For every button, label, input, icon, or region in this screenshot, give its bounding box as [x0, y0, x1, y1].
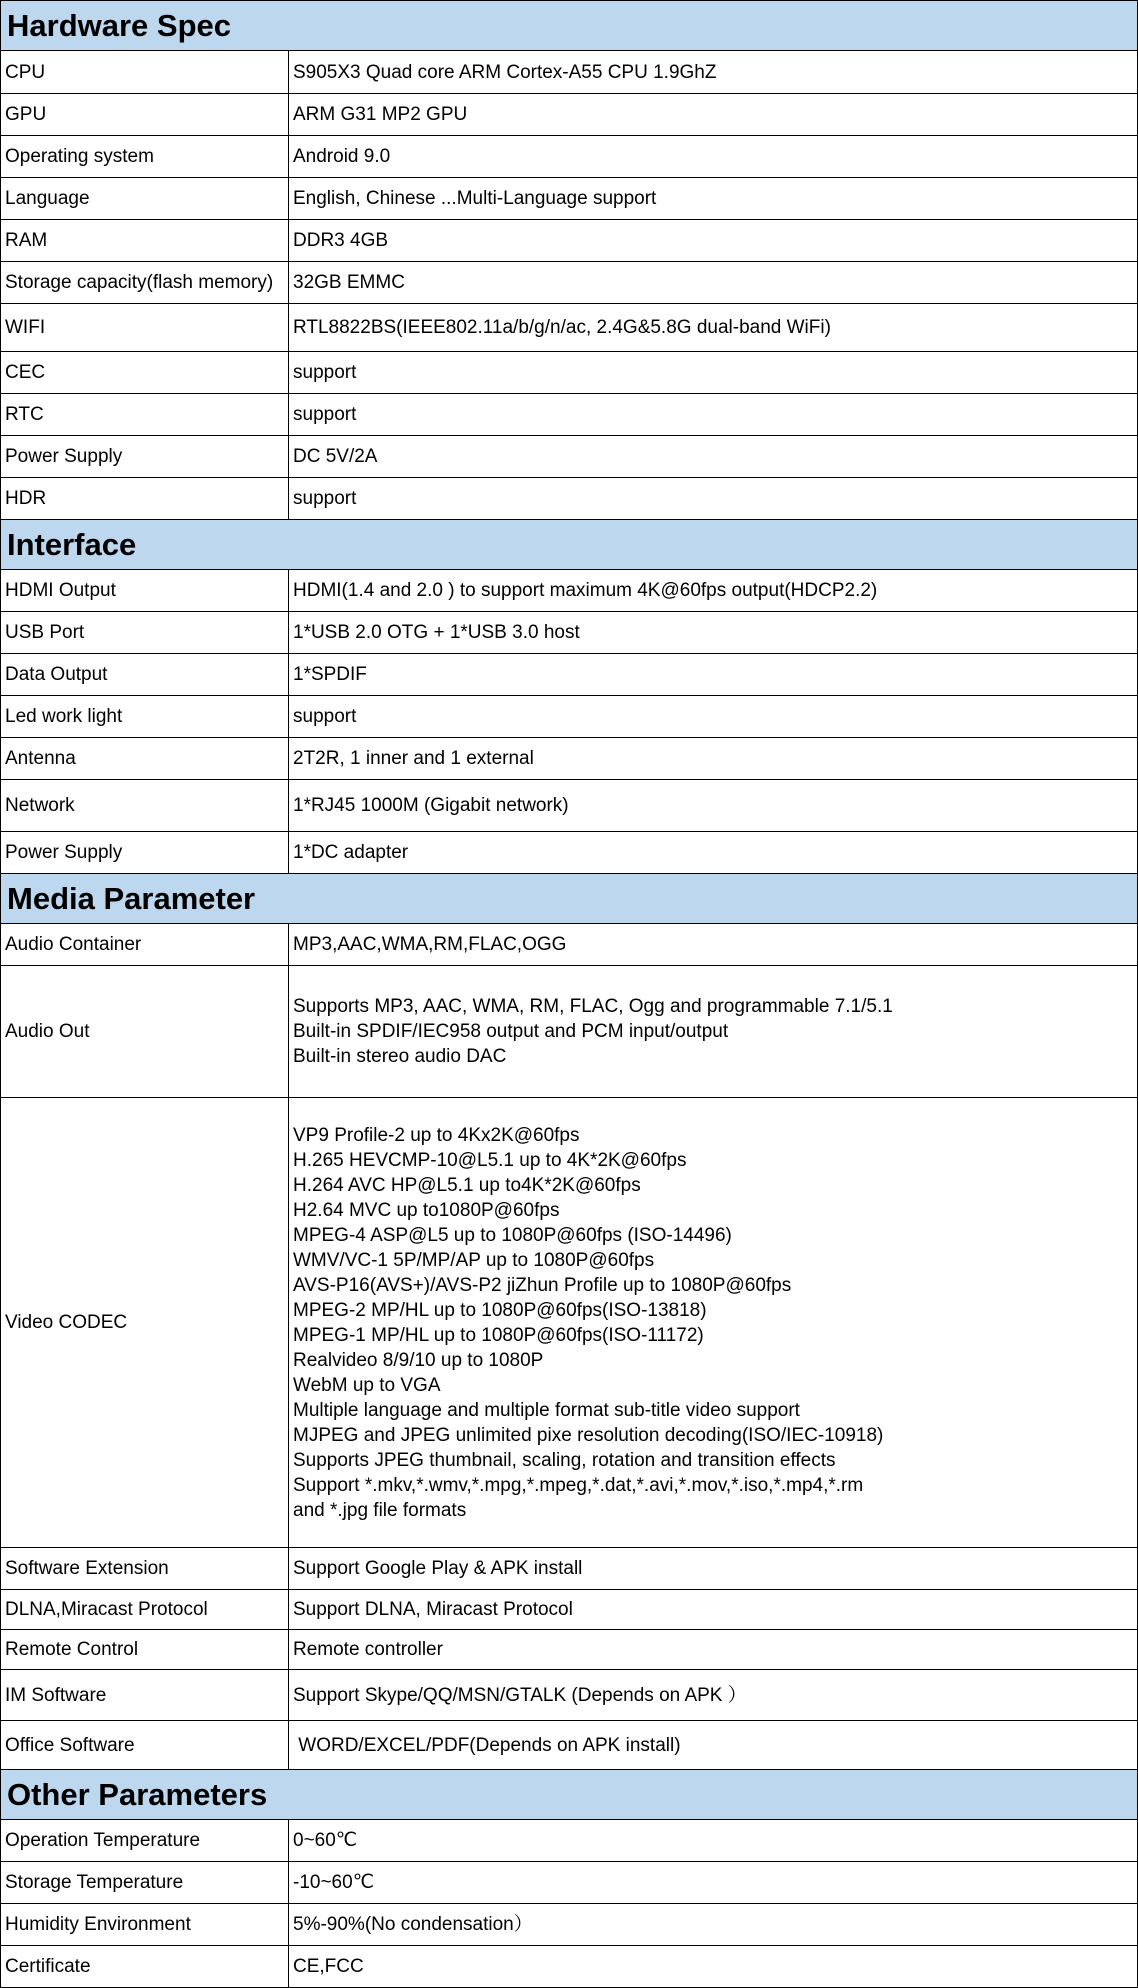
row-label: Operation Temperature — [1, 1820, 289, 1862]
row-value: HDMI(1.4 and 2.0 ) to support maximum 4K@60fps output(HDCP2.2) — [289, 570, 1138, 612]
table-row — [1, 478, 1138, 520]
table-row — [1, 262, 1138, 304]
section-title: Other Parameters — [1, 1770, 1138, 1820]
row-label: Language — [1, 178, 289, 220]
table-row — [1, 924, 1138, 966]
row-value: English, Chinese ...Multi-Language support — [289, 178, 1138, 220]
table-row — [1, 220, 1138, 262]
row-value: Support Skype/QQ/MSN/GTALK (Depends on APK ） — [289, 1670, 1138, 1721]
row-value: DDR3 4GB — [289, 220, 1138, 262]
row-label: CEC — [1, 352, 289, 394]
row-value: CE,FCC — [289, 1946, 1138, 1988]
row-value: 5%-90%(No condensation） — [289, 1904, 1138, 1946]
row-value: -10~60℃ — [289, 1862, 1138, 1904]
section-title: Interface — [1, 520, 1138, 570]
row-value: MP3,AAC,WMA,RM,FLAC,OGG — [289, 924, 1138, 966]
row-label: Office Software — [1, 1721, 289, 1770]
section-header — [1, 1770, 1138, 1820]
table-row — [1, 51, 1138, 94]
row-label: Data Output — [1, 654, 289, 696]
row-label: Storage capacity(flash memory) — [1, 262, 289, 304]
table-row — [1, 136, 1138, 178]
row-value: 0~60℃ — [289, 1820, 1138, 1862]
row-label: GPU — [1, 94, 289, 136]
table-row — [1, 1098, 1138, 1548]
table-row — [1, 654, 1138, 696]
table-row — [1, 436, 1138, 478]
row-label: Audio Container — [1, 924, 289, 966]
row-value: support — [289, 352, 1138, 394]
row-value: 2T2R, 1 inner and 1 external — [289, 738, 1138, 780]
section-title: Media Parameter — [1, 874, 1138, 924]
row-label: DLNA,Miracast Protocol — [1, 1590, 289, 1630]
row-label: Remote Control — [1, 1630, 289, 1670]
row-value: 1*DC adapter — [289, 832, 1138, 874]
row-value: Android 9.0 — [289, 136, 1138, 178]
row-label: Certificate — [1, 1946, 289, 1988]
section-header — [1, 520, 1138, 570]
row-label: Video CODEC — [1, 1098, 289, 1548]
table-row — [1, 94, 1138, 136]
table-row — [1, 394, 1138, 436]
row-label: USB Port — [1, 612, 289, 654]
row-value: DC 5V/2A — [289, 436, 1138, 478]
row-label: RTC — [1, 394, 289, 436]
row-label: Humidity Environment — [1, 1904, 289, 1946]
row-value: 32GB EMMC — [289, 262, 1138, 304]
row-value: Supports MP3, AAC, WMA, RM, FLAC, Ogg and programmable 7.1/5.1 Built-in SPDIF/IEC958 output and PCM input/output Built-in stereo audio DAC — [289, 966, 1138, 1098]
row-label: WIFI — [1, 304, 289, 352]
row-label: Audio Out — [1, 966, 289, 1098]
table-row — [1, 612, 1138, 654]
row-value: 1*SPDIF — [289, 654, 1138, 696]
table-row — [1, 780, 1138, 832]
section-title: Hardware Spec — [1, 1, 1138, 51]
row-value: VP9 Profile-2 up to 4Kx2K@60fps H.265 HEVCMP-10@L5.1 up to 4K*2K@60fps H.264 AVC HP@L5.1 up to4K*2K@60fps H2.64 MVC up to1080P@60fps MPEG-4 ASP@L5 up to 1080P@60fps (ISO-14496) WMV/VC-1 5P/MP/AP up to 1080P@60fps AVS-P16(AVS+)/AVS-P2 jiZhun Profile up to 1080P@60fps MPEG-2 MP/HL up to 1080P@60fps(ISO-13818) MPEG-1 MP/HL up to 1080P@60fps(ISO-11172) Realvideo 8/9/10 up to 1080P WebM up to VGA Multiple language and multiple format sub-title video support MJPEG and JPEG unlimited pixe resolution decoding(ISO/IEC-10918) Supports JPEG thumbnail, scaling, rotation and transition effects Support *.mkv,*.wmv,*.mpg,*.mpeg,*.dat,*.avi,*.mov,*.iso,*.mp4,*.rm and *.jpg file formats — [289, 1098, 1138, 1548]
row-label: Network — [1, 780, 289, 832]
row-value: S905X3 Quad core ARM Cortex-A55 CPU 1.9GhZ — [289, 51, 1138, 94]
table-row — [1, 352, 1138, 394]
table-row — [1, 1946, 1138, 1988]
row-label: Operating system — [1, 136, 289, 178]
table-row — [1, 696, 1138, 738]
row-label: IM Software — [1, 1670, 289, 1721]
table-row — [1, 304, 1138, 352]
table-row — [1, 178, 1138, 220]
section-header — [1, 1, 1138, 51]
row-value: support — [289, 478, 1138, 520]
table-row — [1, 1548, 1138, 1590]
row-label: Software Extension — [1, 1548, 289, 1590]
table-row — [1, 966, 1138, 1098]
section-header — [1, 874, 1138, 924]
table-row — [1, 832, 1138, 874]
row-label: Led work light — [1, 696, 289, 738]
table-row — [1, 570, 1138, 612]
table-row — [1, 1590, 1138, 1630]
row-value: Support DLNA, Miracast Protocol — [289, 1590, 1138, 1630]
row-value: Remote controller — [289, 1630, 1138, 1670]
table-row — [1, 738, 1138, 780]
row-label: Antenna — [1, 738, 289, 780]
row-label: Power Supply — [1, 436, 289, 478]
row-label: CPU — [1, 51, 289, 94]
table-row — [1, 1630, 1138, 1670]
row-label: HDR — [1, 478, 289, 520]
row-value: WORD/EXCEL/PDF(Depends on APK install) — [289, 1721, 1138, 1770]
row-label: Storage Temperature — [1, 1862, 289, 1904]
row-value: Support Google Play & APK install — [289, 1548, 1138, 1590]
table-row — [1, 1721, 1138, 1770]
row-value: support — [289, 696, 1138, 738]
table-row — [1, 1904, 1138, 1946]
row-value: 1*RJ45 1000M (Gigabit network) — [289, 780, 1138, 832]
row-label: HDMI Output — [1, 570, 289, 612]
row-value: support — [289, 394, 1138, 436]
row-label: RAM — [1, 220, 289, 262]
table-row — [1, 1820, 1138, 1862]
table-row — [1, 1670, 1138, 1721]
table-row — [1, 1862, 1138, 1904]
row-value: ARM G31 MP2 GPU — [289, 94, 1138, 136]
row-label: Power Supply — [1, 832, 289, 874]
row-value: RTL8822BS(IEEE802.11a/b/g/n/ac, 2.4G&5.8G dual-band WiFi) — [289, 304, 1138, 352]
row-value: 1*USB 2.0 OTG + 1*USB 3.0 host — [289, 612, 1138, 654]
